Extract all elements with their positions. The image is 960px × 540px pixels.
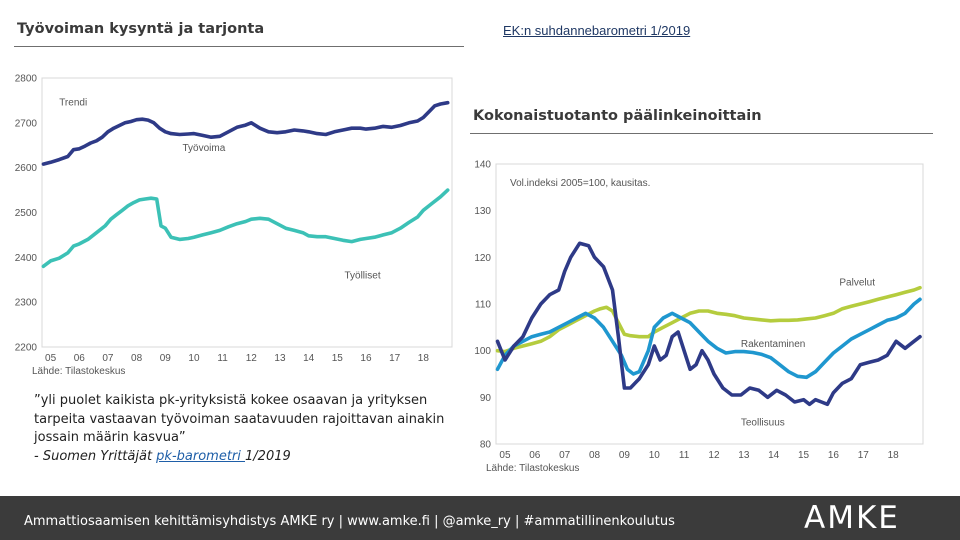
production-x-tick-label: 16 [827,450,839,461]
labor-y-tick-label: 2400 [14,252,37,264]
labor-x-tick-label: 18 [417,353,429,364]
production-series-label-teollisuus: Teollisuus [740,417,785,429]
production-x-tick-label: 05 [499,450,511,461]
labor-x-tick-label: 10 [188,353,200,364]
labor-x-tick-label: 17 [389,353,401,364]
labor-x-tick-label: 06 [73,353,85,364]
production-x-tick-label: 15 [797,450,810,461]
production-x-tick-label: 13 [738,450,750,461]
labor-series-label-tyolliset: Työlliset [344,270,381,282]
production-chart [466,145,936,495]
production-x-tick-label: 18 [887,450,899,461]
labor-x-tick-label: 11 [217,353,228,364]
labor-plot-area [42,78,452,347]
labor-y-tick-label: 2800 [14,73,37,85]
labor-y-tick-label: 2200 [14,342,37,354]
labor-x-tick-label: 05 [45,353,57,364]
production-chart-title-rule [470,133,933,134]
production-y-tick-label: 80 [479,439,491,451]
labor-x-tick-label: 16 [360,353,372,364]
labor-y-tick-label: 2300 [14,297,37,309]
labor-x-tick-label: 15 [331,353,343,364]
production-y-tick-label: 130 [474,206,491,218]
quote-block [34,392,454,466]
production-x-tick-label: 12 [708,450,720,461]
labor-x-tick-label: 07 [102,353,114,364]
production-y-tick-label: 90 [479,392,491,404]
labor-x-tick-label: 12 [245,353,257,364]
labor-y-tick-label: 2700 [14,118,37,130]
labor-x-tick-label: 09 [159,353,171,364]
production-y-tick-label: 100 [474,346,491,358]
production-source-label: Lähde: Tilastokeskus [486,463,580,474]
labor-source-label: Lähde: Tilastokeskus [32,366,126,377]
pk-barometri-link[interactable]: pk-barometri [156,448,246,464]
production-series-label-palvelut: Palvelut [839,277,875,289]
labor-y-tick-label: 2600 [14,163,37,175]
amke-logo: AMKE [804,500,900,536]
production-x-tick-label: 08 [588,450,601,461]
source-link[interactable]: EK:n suhdannebarometri 1/2019 [503,23,691,38]
footer-text: Ammattiosaamisen kehittämisyhdistys AMKE ry | www.amke.fi | @amke_ry | #ammatillinenkoulutus [24,514,675,529]
labor-y-tick-label: 2500 [14,208,37,219]
quote-text: ”yli puolet kaikista pk-yrityksistä kokee osaavan ja yrityksen tarpeita vastaavan työvoiman saatavuuden rajoittavan ainakin jossain määrin kasvua” [34,393,445,445]
production-y-tick-label: 120 [474,252,491,264]
quote-attribution [34,448,454,467]
production-x-tick-label: 11 [678,450,690,461]
production-y-tick-label: 110 [475,299,491,311]
labor-x-tick-label: 14 [303,353,315,364]
labor-series-label-tyovoima: Työvoima [182,143,226,155]
quote-attribution-prefix: - Suomen Yrittäjät [34,448,157,464]
labor-x-tick-label: 13 [274,353,286,364]
quote-attribution-suffix: 1/2019 [245,448,291,464]
labor-chart-title-rule [14,46,464,47]
production-y-tick-label: 140 [474,159,491,171]
production-chart-title: Kokonaistuotanto päälinkeinoittain [473,108,762,124]
production-x-tick-label: 10 [648,450,660,461]
production-x-tick-label: 09 [618,450,630,461]
production-x-tick-label: 14 [768,450,780,461]
production-x-tick-label: 07 [559,450,571,461]
labor-x-tick-label: 08 [131,353,143,364]
production-x-tick-label: 17 [857,450,869,461]
production-series-label-rakentaminen: Rakentaminen [740,339,806,351]
labor-trend-label: Trendi [59,97,88,109]
production-x-tick-label: 06 [529,450,541,461]
production-subtitle: Vol.indeksi 2005=100, kausitas. [510,178,651,189]
labor-chart [0,50,470,385]
labor-chart-title: Työvoiman kysyntä ja tarjonta [17,21,265,37]
